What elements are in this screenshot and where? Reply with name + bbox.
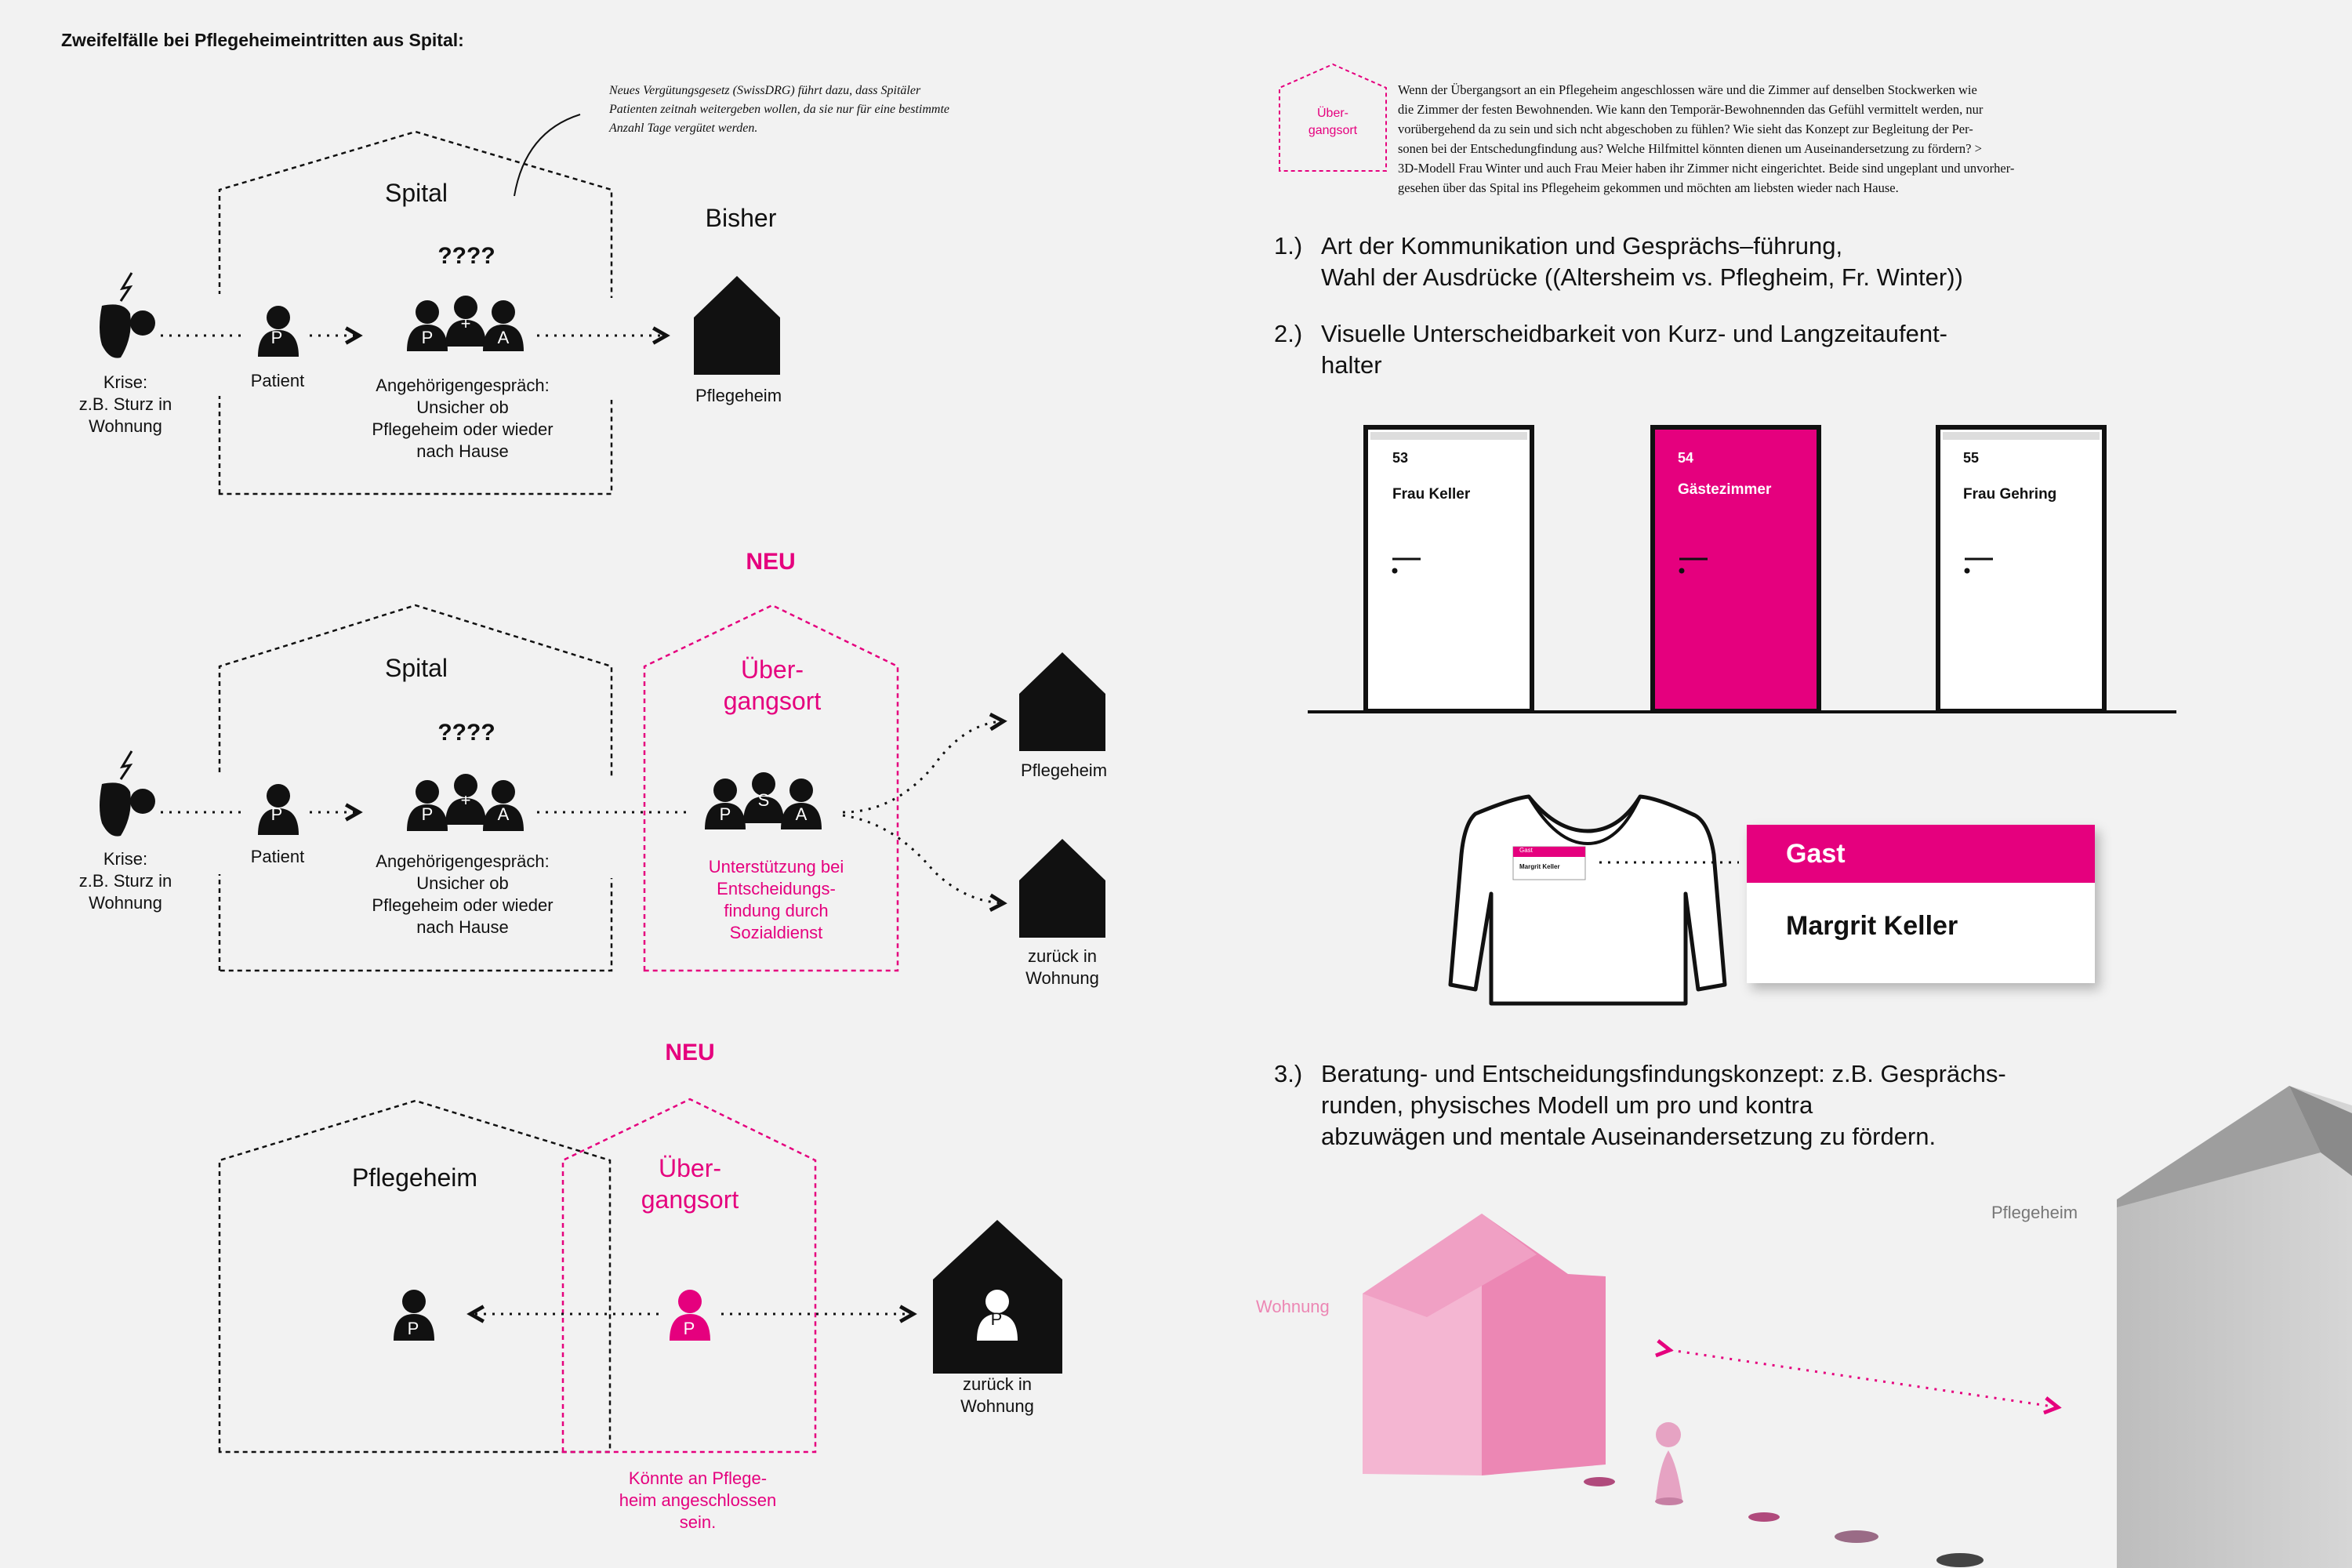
point3-line3: abzuwägen und mentale Auseinandersetzung zu fördern. — [1321, 1123, 1936, 1150]
point3-line2: runden, physisches Modell um pro und kontra — [1321, 1091, 1813, 1119]
talk-line: Angehörigengespräch: — [376, 851, 550, 871]
row3-wohnung-person-letter: P — [990, 1309, 1003, 1329]
row1-side-label: Bisher — [705, 204, 777, 232]
dest-line: zurück in — [962, 1374, 1033, 1394]
note-pointer-line — [514, 114, 580, 196]
row2-dest1-label: Pflegeheim — [1020, 760, 1108, 780]
point1-number: 1.) — [1274, 232, 1303, 260]
note-text — [609, 82, 1080, 138]
model-wohnung-label: Wohnung — [1256, 1297, 1330, 1316]
talk-line: nach Hause — [416, 917, 509, 937]
door-55-number: 55 — [1963, 450, 1980, 466]
row3-uebergangsort-label — [612, 1152, 768, 1215]
point1-line1: Art der Kommunikation und Gesprächs–führung, — [1321, 232, 1843, 260]
uebergang-line: Über- — [740, 655, 804, 684]
uebergang-line: gangsort — [723, 687, 822, 715]
point1 — [1274, 230, 1963, 293]
row2-question: ???? — [437, 720, 495, 746]
row1-dest-label: Pflegeheim — [695, 386, 782, 405]
crisis-line: Krise: — [103, 849, 148, 869]
row2-group-letter-plus: + — [460, 790, 471, 810]
door-53-name: Frau Keller — [1392, 486, 1471, 503]
row1-question: ???? — [437, 243, 495, 269]
row1-crisis-icon — [100, 273, 155, 358]
row2-crisis-icon — [100, 751, 155, 837]
crisis-line: z.B. Sturz in — [78, 871, 172, 891]
guest-badge — [1747, 825, 2095, 983]
dest-line: Wohnung — [960, 1396, 1034, 1416]
shirt-tag-name: Margrit Keller — [1519, 863, 1560, 870]
point2-number: 2.) — [1274, 320, 1303, 347]
dest-line: Wohnung — [1025, 968, 1099, 988]
badge-header: Gast — [1747, 825, 2095, 883]
point2 — [1274, 318, 1947, 381]
row1-group-letter-p: P — [421, 328, 434, 347]
talk-line: Unsicher ob — [416, 397, 509, 417]
door-53-number: 53 — [1392, 450, 1409, 466]
point2-line1: Visuelle Unterscheidbarkeit von Kurz- und Langzeitaufent- — [1321, 320, 1948, 347]
row2-support-label — [666, 856, 886, 944]
row2-support-letter-s: S — [757, 790, 770, 810]
point3-number: 3.) — [1274, 1060, 1303, 1087]
intro-line: sonen bei der Entschedungfindung aus? Welche Hilfmittel könnten dienen um Auseinandersetzung zu fördern? > — [1398, 141, 1982, 156]
talk-line: Pflegeheim oder wieder — [372, 419, 554, 439]
intro-line: gesehen über das Spital ins Pflegeheim gekommen und möchten am liebsten wieder nach Hause. — [1398, 180, 1899, 195]
footstep-markers — [1584, 1477, 1984, 1567]
uebergangsort-small-label — [1278, 105, 1388, 140]
intro-text — [1398, 80, 2182, 198]
note-line: Patienten zeitnah weitergeben wollen, da sie nur für eine bestimmte — [609, 103, 949, 116]
support-line: Sozialdienst — [729, 923, 823, 942]
row1-patient-letter: P — [270, 328, 283, 347]
row2-pflegeheim-house-icon — [1019, 652, 1105, 751]
row2-dest2-label — [984, 946, 1141, 989]
crisis-line: Wohnung — [89, 416, 162, 436]
row1-crisis-label — [47, 372, 204, 437]
caption-line: heim angeschlossen — [619, 1490, 777, 1510]
note-line: Neues Vergütungsgesetz (SwissDRG) führt dazu, dass Spitäler — [609, 84, 921, 97]
row2-patient-letter: P — [270, 804, 283, 824]
intro-line: Wenn der Übergangsort an ein Pflegeheim angeschlossen wäre und die Zimmer auf denselben Stockwerken wie — [1398, 82, 1977, 97]
support-line: Entscheidungs- — [717, 879, 836, 898]
row2-group-letter-p: P — [421, 804, 434, 824]
game-piece — [1655, 1422, 1683, 1505]
row3-dest-label — [919, 1374, 1076, 1417]
shirt-tag-top: Gast — [1519, 847, 1533, 854]
row2-support-letter-p: P — [719, 804, 731, 824]
talk-line: Angehörigengespräch: — [376, 376, 550, 395]
note-line: Anzahl Tage vergütet werden. — [609, 122, 758, 135]
point3 — [1274, 1058, 2006, 1152]
uebergang-line: gangsort — [641, 1185, 739, 1214]
talk-line: nach Hause — [416, 441, 509, 461]
door-frames — [1366, 427, 2104, 711]
row3-patient-letter: P — [407, 1319, 419, 1338]
row3-house-label: Pflegeheim — [351, 1163, 478, 1192]
talk-line: Unsicher ob — [416, 873, 509, 893]
crisis-line: Krise: — [103, 372, 148, 392]
row2-uebergangsort-label — [694, 654, 851, 717]
row2-talk-label — [341, 851, 584, 938]
dest-line: zurück in — [1027, 946, 1098, 966]
row1-group-letter-plus: + — [460, 314, 471, 333]
row2-neu-label: NEU — [746, 549, 796, 575]
row1-group-letter-a: A — [497, 328, 510, 347]
wohnung-3d-model — [1363, 1214, 1606, 1475]
row3-neu-label: NEU — [665, 1040, 715, 1065]
row1-talk-label — [341, 375, 584, 463]
row1-patient-label: Patient — [250, 371, 305, 390]
row2-house-label: Spital — [384, 654, 448, 682]
row3-pflegeheim-house-outline — [220, 1101, 610, 1452]
row2-crisis-label — [47, 848, 204, 914]
row1-pflegeheim-house-icon — [694, 276, 780, 375]
uebergang-line: Über- — [658, 1154, 721, 1182]
support-line: findung durch — [724, 901, 829, 920]
row2-support-letter-a: A — [795, 804, 808, 824]
pflegeheim-3d-model — [2117, 1086, 2352, 1568]
door-55-name: Frau Gehring — [1963, 486, 2057, 503]
caption-line: sein. — [679, 1512, 717, 1532]
row1-house-label: Spital — [384, 179, 448, 207]
intro-line: vorübergehend da zu sein und sich ncht abgeschoben zu fühlen? Wie sieht das Konzept zur Begleitung der Per- — [1398, 122, 1973, 136]
shirt-icon — [1450, 797, 1725, 1004]
door-54-name: Gästezimmer — [1678, 481, 1772, 498]
row3-caption — [580, 1468, 815, 1534]
point2-line2: halter — [1321, 351, 1382, 379]
model-pflegeheim-label: Pflegeheim — [1991, 1203, 2078, 1222]
talk-line: Pflegeheim oder wieder — [372, 895, 554, 915]
caption-line: Könnte an Pflege- — [628, 1468, 768, 1488]
crisis-line: z.B. Sturz in — [78, 394, 172, 414]
row3-patient-accent-letter: P — [683, 1319, 695, 1338]
intro-line: die Zimmer der festen Bewohnenden. Wie kann den Temporär-Bewohnennden das Gefühl vermittelt werden, nur — [1398, 102, 1984, 117]
support-line: Unterstützung bei — [708, 857, 844, 877]
point1-line2: Wahl der Ausdrücke ((Altersheim vs. Pflegheim, Fr. Winter)) — [1321, 263, 1963, 291]
door-54-number: 54 — [1678, 450, 1694, 466]
crisis-line: Wohnung — [89, 893, 162, 913]
row2-patient-label: Patient — [250, 847, 305, 866]
icon-label-line: Über- — [1316, 107, 1348, 120]
model-arrow — [1670, 1350, 2058, 1407]
row2-wohnung-house-icon — [1019, 839, 1105, 938]
intro-line: 3D-Modell Frau Winter und auch Frau Meier haben ihr Zimmer nicht eingerichtet. Beide sind ungeplant und unvorher- — [1398, 161, 2015, 176]
page-heading: Zweifelfälle bei Pflegeheimeintritten aus Spital: — [61, 30, 464, 50]
row2-group-letter-a: A — [497, 804, 510, 824]
badge-name: Margrit Keller — [1786, 911, 1958, 941]
point3-line1: Beratung- und Entscheidungsfindungskonzept: z.B. Gesprächs- — [1321, 1060, 2006, 1087]
icon-label-line: gangsort — [1308, 124, 1358, 137]
